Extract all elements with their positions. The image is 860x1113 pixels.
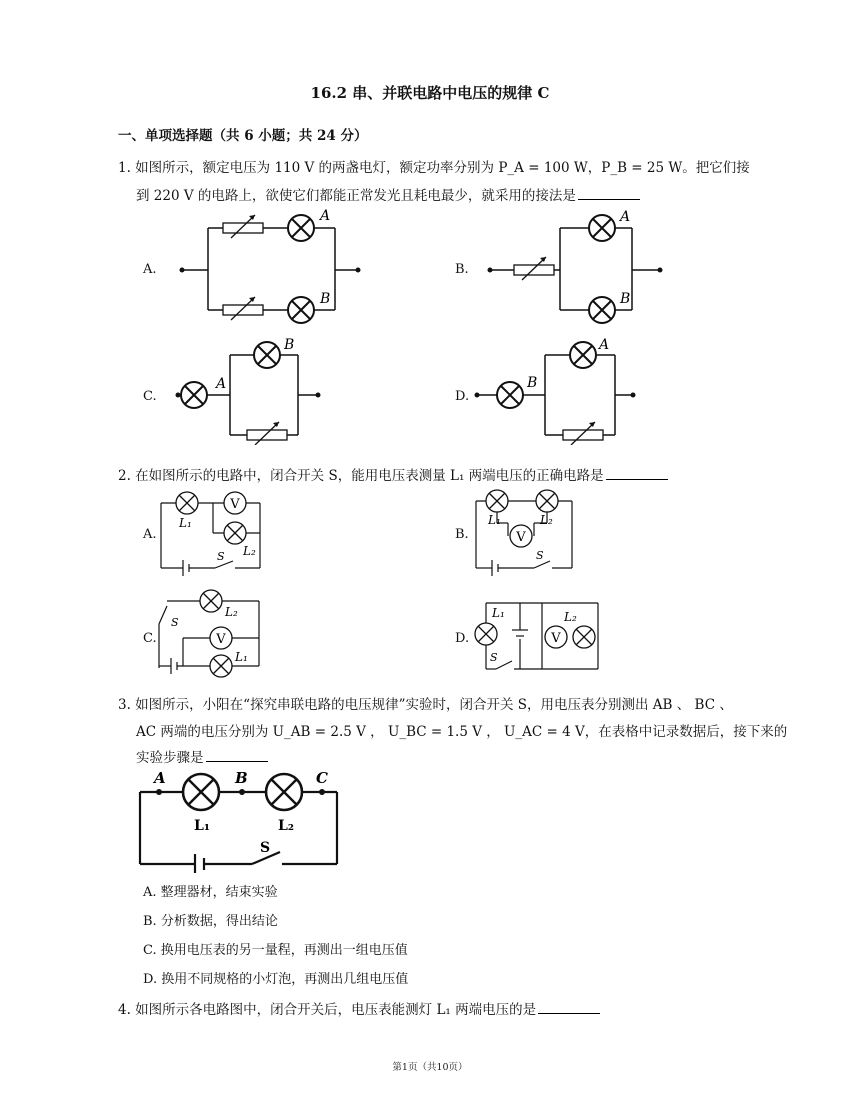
q1-circuit-d	[465, 335, 665, 445]
q2-line1	[118, 464, 668, 484]
l2-label: L₂	[243, 544, 256, 558]
lamp-b-label: B	[320, 291, 331, 307]
q2-option-b-label: B.	[455, 527, 469, 542]
l2-label: L₂	[564, 610, 577, 624]
q3-line3-text: 实验步骤是	[136, 750, 204, 766]
q2-line1-text: 2. 在如图所示的电路中，闭合开关 S，能用电压表测量 L₁ 两端电压的正确电路是	[118, 468, 604, 484]
point-b-label: B	[235, 769, 248, 787]
lamp-a-label: A	[320, 208, 331, 224]
switch-label: S	[490, 651, 498, 664]
voltmeter-label: V	[216, 632, 226, 647]
q4-line1-text: 4. 如图所示各电路图中，闭合开关后，电压表能测灯 L₁ 两端电压的是	[118, 1002, 537, 1018]
q2-circuit-b	[470, 486, 585, 581]
section-heading: 一、单项选择题（共 6 小题；共 24 分）	[118, 128, 368, 144]
q3-choice-c: C. 换用电压表的另一量程，再测出一组电压值	[143, 943, 408, 958]
page-title: 16.2 串、并联电路中电压的规律 C	[310, 84, 550, 102]
q1-circuit-b	[482, 205, 682, 335]
q1-line1: 1. 如图所示，额定电压为 110 V 的两盏电灯，额定功率分别为 P_A = 100 W，P_B = 25 W。把它们接	[118, 160, 750, 176]
q2-option-a-label: A.	[143, 527, 157, 542]
voltmeter-label: V	[516, 530, 526, 545]
l2-label: L₂	[225, 605, 238, 619]
lamp-l2-label: L₂	[278, 818, 294, 834]
l1-label: L₁	[488, 513, 501, 527]
answer-blank[interactable]	[206, 749, 268, 762]
q2-circuit-a	[155, 486, 270, 581]
answer-blank[interactable]	[538, 1001, 600, 1014]
lamp-b-label: B	[284, 337, 295, 353]
switch-label: S	[536, 549, 544, 562]
q4-line1	[118, 998, 600, 1018]
q3-circuit	[130, 768, 345, 873]
switch-label: S	[171, 616, 179, 629]
q2-circuit-c	[153, 586, 268, 681]
lamp-b-label: B	[527, 375, 538, 391]
lamp-a-label: A	[216, 376, 227, 392]
q3-line3	[136, 746, 268, 766]
q2-option-d-label: D.	[455, 631, 470, 646]
q1-option-d-label: D.	[455, 389, 470, 404]
lamp-a-label: A	[599, 337, 610, 353]
q3-line1: 3. 如图所示，小阳在“探究串联电路的电压规律”实验时，闭合开关 S，用电压表分别测出 AB 、 BC 、	[118, 697, 733, 713]
l1-label: L₁	[492, 606, 505, 620]
point-a-label: A	[154, 769, 166, 787]
q1-option-b-label: B.	[455, 262, 469, 277]
l2-label: L₂	[540, 513, 553, 527]
point-c-label: C	[316, 769, 328, 787]
lamp-b-label: B	[620, 291, 631, 307]
q2-option-c-label: C.	[143, 631, 157, 646]
q1-circuit-a	[170, 205, 370, 335]
answer-blank[interactable]	[606, 467, 668, 480]
switch-label: S	[217, 550, 225, 563]
lamp-a-label: A	[620, 209, 631, 225]
q1-option-a-label: A.	[143, 262, 157, 277]
voltmeter-label: V	[230, 497, 240, 512]
switch-label: S	[260, 840, 271, 856]
voltmeter-label: V	[551, 631, 561, 646]
q3-line2: AC 两端的电压分别为 U_AB = 2.5 V ， U_BC = 1.5 V ， U_AC = 4 V，在表格中记录数据后，接下来的	[136, 724, 788, 740]
q1-line2-text: 到 220 V 的电路上，欲使它们都能正常发光且耗电最少，就采用的接法是	[136, 188, 576, 204]
lamp-l1-label: L₁	[194, 818, 210, 834]
q1-line2	[136, 184, 640, 204]
q2-circuit-d	[470, 597, 610, 677]
page-footer: 第1页（共10页）	[392, 1062, 468, 1073]
q1-circuit-c	[170, 335, 370, 445]
answer-blank[interactable]	[578, 187, 640, 200]
l1-label: L₁	[235, 650, 248, 664]
q3-choice-b: B. 分析数据，得出结论	[143, 914, 278, 929]
q1-option-c-label: C.	[143, 389, 157, 404]
l1-label: L₁	[179, 516, 192, 530]
q3-choice-d: D. 换用不同规格的小灯泡，再测出几组电压值	[143, 972, 409, 987]
q3-choice-a: A. 整理器材，结束实验	[143, 885, 278, 900]
